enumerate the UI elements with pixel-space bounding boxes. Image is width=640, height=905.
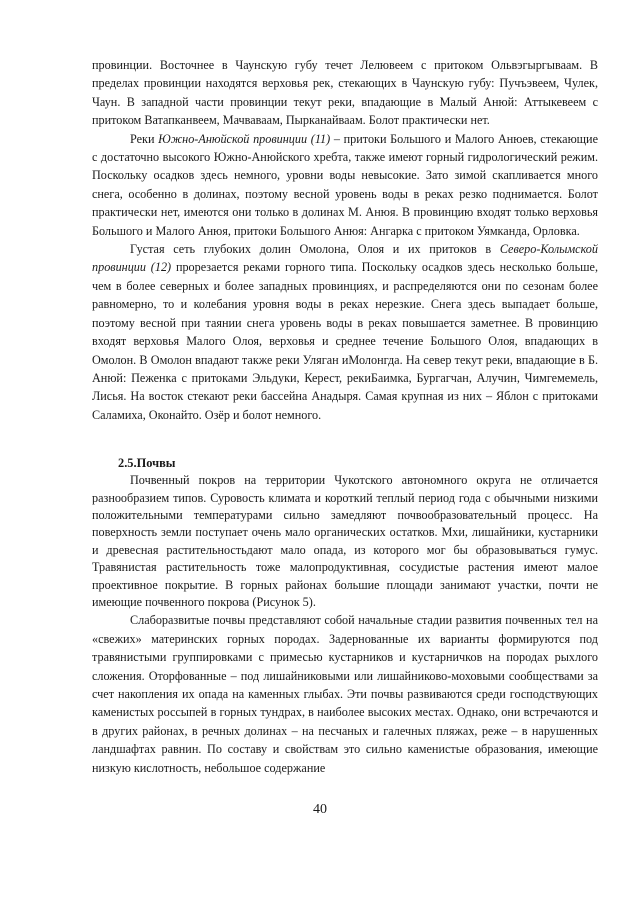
province-name-north-kolyma: Северо-Колымской провинции (12) [92,242,598,275]
paragraph-soil-cover: Почвенный покров на территории Чукотского автономного округа не отличается разнообразием типов. Суровость климата и короткий теплый период года с обычными низкими положительными температурами сильно замедляют почвообразовательный процесс. На поверхность земли поступает очень мало органических остатков. Мхи, лишайники, кустарники и древесная растительностьдают мало опада, из которого мог бы образовываться гумус. Травянистая растительность тоже малопродуктивная, сосудистые растения имеют малое проективное покрытие. В горных районах большие площади занимают участки, почти не имеющие почвенного покрова (Рисунок 5). [92,473,598,609]
paragraph-body: прорезается реками горного типа. Поскольку осадков здесь несколько больше, чем в более северных и более западных провинциях, и распределяются они по сезонам более равномерно, то и колебания уровня воды в реках нерезкие. Снега здесь выпадает больше, поэтому весной при таянии снега уровень воды в реках повышается заметнее. В провинцию входят верховья Малого Олоя, верховья и среднее течение Большого Олоя, впадающих в Омолон. В Омолон впадают также реки Уляган иМолонгда. На север текут реки, впадающие в Б. Анюй: Пеженка с притоками Эльдуки, Керест, рекиБаимка, Бургагчан, Алучин, Чимгемемель, Лисья. На восток стекают реки бассейна Анадыря. Самая крупная из них – Яблон с притоками Саламиха, Оконайто. Озёр и болот немного. [92,260,598,422]
paragraph-lead: Реки [130,131,159,146]
paragraph-continuation: провинции. Восточнее в Чаунскую губу течет Лелювеем с притоком Ольвэгыргываам. В пределах провинции находятся верховья рек, стекающих в Чаунскую губу: Пучъэвеем, Чулек, Чаун. В западной части провинции текут реки, впадающие в Малый Анюй: Аттыкевеем с притоком Ватапканвеем, Мачваваам, Пырканайваам. Болот практически нет. [92,58,598,128]
paragraph-lead: Густая сеть глубоких долин Омолона, Олоя и их притоков в [130,242,500,257]
paragraph-weakly-developed-soils: Слаборазвитые почвы представляют собой начальные стадии развития почвенных тел на «свежих» материнских горных породах. Задернованные их варианты формируются под травянистыми группировками с примесью кустарников и кустарничков на породах рыхлого сложения. Оторфованные – под лишайниковыми или лишайниково-моховыми сообществами за счет накопления их опада на каменных глыбах. Эти почвы развиваются среди господствующих каменистых россыпей в горных тундрах, в наиболее высоких местах. Однако, они встречаются и в других районах, в речных долинах – на песчаных и галечных пляжах, реже – в нарушенных ландшафтах равнин. По составу и свойствам это сильно каменистые образования, имеющие низкую кислотность, небольшое содержание [92,613,598,775]
paragraph-north-kolyma-province [92,240,598,424]
page-number: 40 [313,802,327,817]
province-name-south-anyui: Южно-Анюйской провинции (11) [158,131,331,146]
page-content [92,56,598,777]
section-heading: 2.5.Почвы [118,456,176,471]
paragraph-south-anyui-province [92,130,598,240]
paragraph-body: – притоки Большого и Малого Анюев, стекающие с достаточно высокого Южно-Анюйского хребта, также имеют горный гидрологический режим. Поскольку осадков здесь немного, уровни воды невысокие. Зато зимой скапливается много снега, особенно в долинах, поэтому весной уровень воды в реках резко поднимается. Болот практически нет, имеются они только в долинах М. Анюя. В провинцию входят только верховья Большого и Малого Анюя, притоки Большого Анюя: Ангарка с притоком Уямканда, Орловка. [92,131,598,238]
